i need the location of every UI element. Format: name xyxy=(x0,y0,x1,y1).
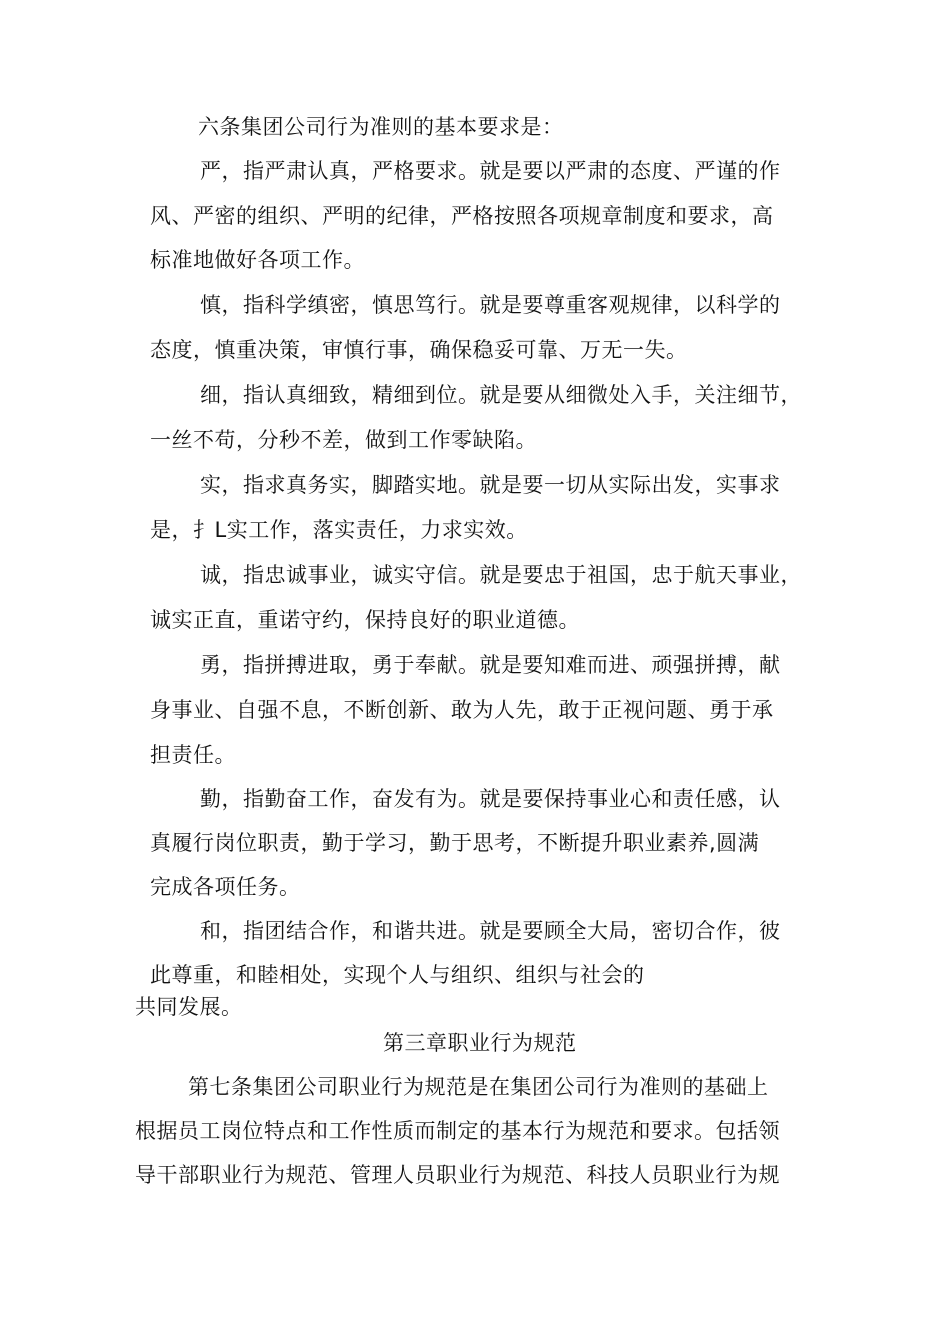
text-line: 完成各项任务。 xyxy=(150,875,301,899)
text-line: 风、严密的组织、严明的纪律，严格按照各项规章制度和要求，高 xyxy=(150,204,774,228)
text-line: 六条集团公司行为准则的基本要求是： xyxy=(198,115,564,139)
text-line: 勤，指勤奋工作，奋发有为。就是要保持事业心和责任感，认 xyxy=(200,787,781,811)
text-line: 此尊重，和睦相处，实现个人与组织、组织与社会的 xyxy=(150,963,645,987)
text-line: 根据员工岗位特点和工作性质而制定的基本行为规范和要求。包括领 xyxy=(135,1119,780,1143)
text-line: 勇，指拼搏进取，勇于奉献。就是要知难而进、顽强拼搏，献 xyxy=(200,653,781,677)
chapter-heading: 第三章职业行为规范 xyxy=(383,1031,577,1055)
text-line: 第七条集团公司职业行为规范是在集团公司行为准则的基础上 xyxy=(188,1075,769,1099)
text-line: 导干部职业行为规范、管理人员职业行为规范、科技人员职业行为规 xyxy=(135,1163,780,1187)
text-line: 严，指严肃认真，严格要求。就是要以严肃的态度、严谨的作 xyxy=(200,159,781,183)
text-line: 共同发展。 xyxy=(135,995,243,1019)
text-line: 身事业、自强不息，不断创新、敢为人先，敢于正视问题、勇于承 xyxy=(150,698,774,722)
text-line: 态度，慎重决策，审慎行事，确保稳妥可靠、万无一失。 xyxy=(150,338,688,362)
text-line: 真履行岗位职责，勤于学习，勤于思考，不断提升职业素养,圆满 xyxy=(150,831,760,855)
text-line: 慎，指科学缜密，慎思笃行。就是要尊重客观规律，以科学的 xyxy=(200,293,781,317)
text-line: 诚，指忠诚事业，诚实守信。就是要忠于祖国，忠于航天事业， xyxy=(200,563,802,587)
text-line: 细，指认真细致，精细到位。就是要从细微处入手，关注细节， xyxy=(200,383,802,407)
text-line: 担责任。 xyxy=(150,743,236,767)
text-line: 和，指团结合作，和谐共进。就是要顾全大局，密切合作，彼 xyxy=(200,919,781,943)
text-line: 标准地做好各项工作。 xyxy=(150,248,365,272)
text-line: 是，扌L实工作，落实责任，力求实效。 xyxy=(150,518,528,542)
text-line: 一丝不苟，分秒不差，做到工作零缺陷。 xyxy=(150,428,537,452)
text-line: 诚实正直，重诺守约，保持良好的职业道德。 xyxy=(150,608,580,632)
text-line: 实，指求真务实，脚踏实地。就是要一切从实际出发，实事求 xyxy=(200,473,781,497)
